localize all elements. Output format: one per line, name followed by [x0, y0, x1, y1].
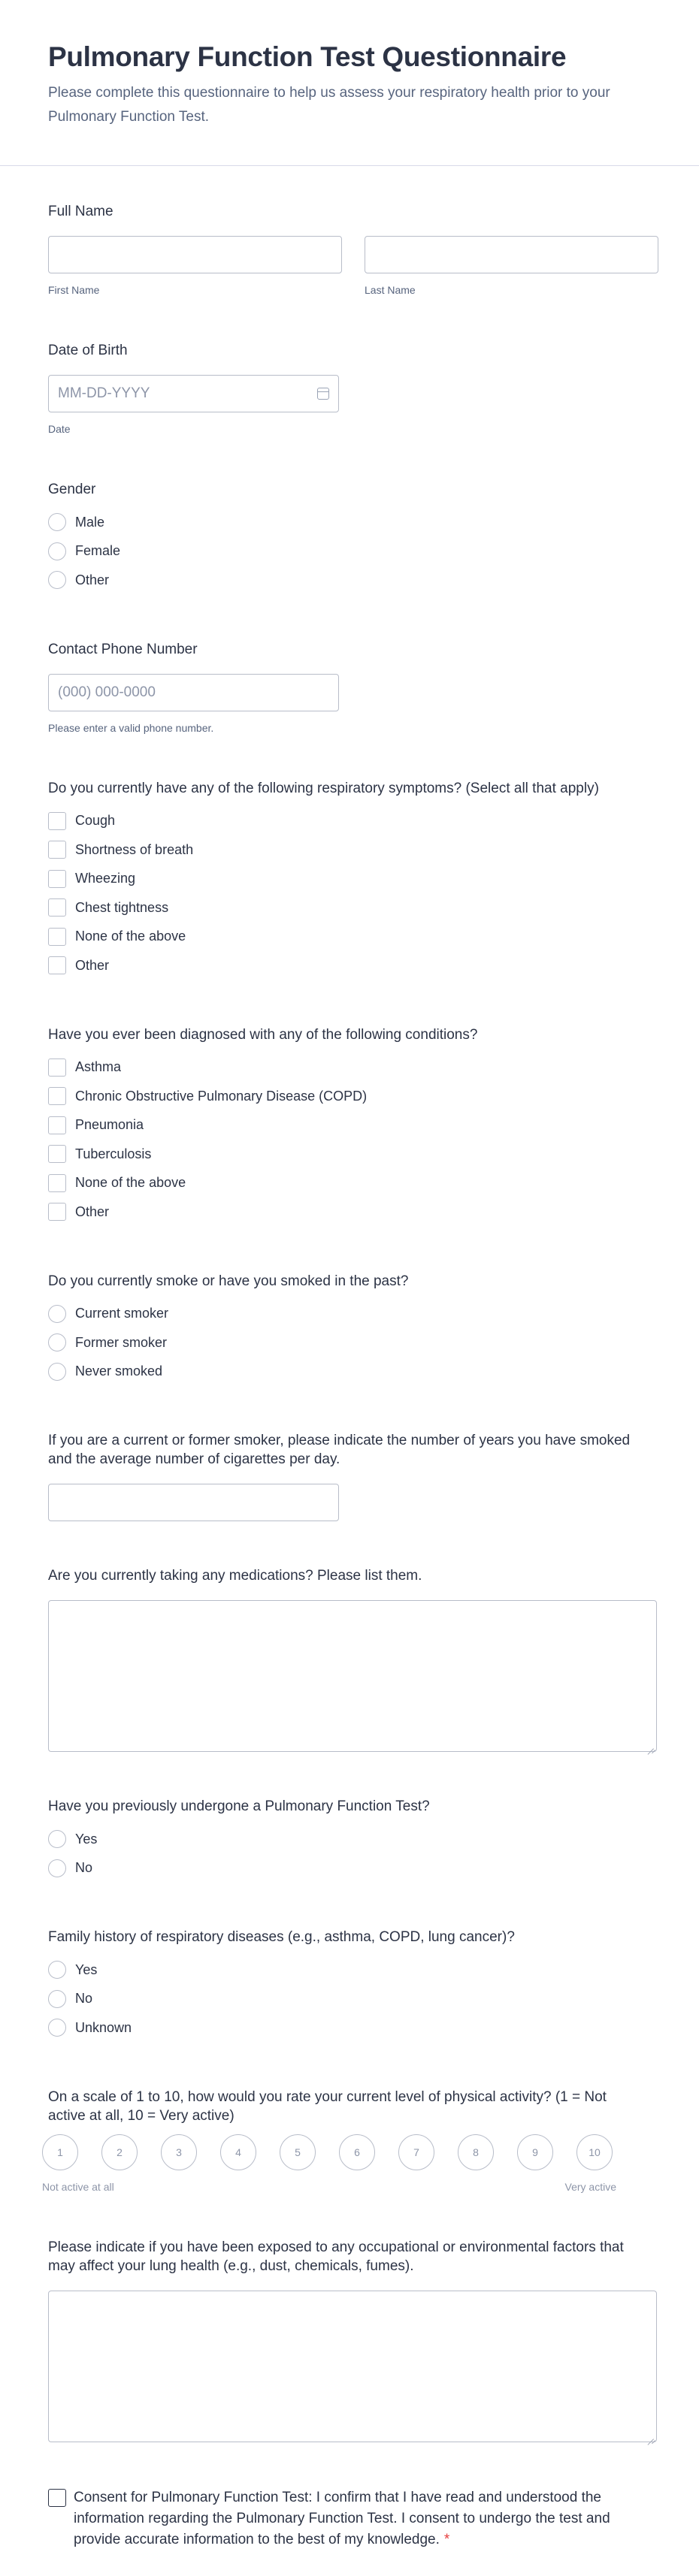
smoking-option[interactable]: [48, 1328, 651, 1357]
dob-field: [48, 341, 651, 435]
phone-label: Contact Phone Number: [48, 641, 198, 657]
family-history-option[interactable]: [48, 1985, 651, 2014]
gender-option[interactable]: [48, 537, 651, 566]
option-label: Other: [75, 1203, 110, 1219]
gender-option[interactable]: [48, 508, 651, 537]
full-name-field: [48, 202, 651, 296]
symptom-option[interactable]: [48, 951, 651, 980]
option-label: No: [75, 1991, 93, 2007]
scale-option-9[interactable]: 9: [517, 2134, 553, 2170]
dob-sublabel: Date: [48, 423, 71, 435]
previous-pft-option[interactable]: [48, 1825, 651, 1854]
scale-option-8[interactable]: 8: [458, 2134, 494, 2170]
radio-button[interactable]: [48, 1333, 66, 1351]
condition-option[interactable]: [48, 1111, 651, 1140]
option-label: Asthma: [75, 1059, 122, 1075]
option-label: Female: [75, 543, 121, 559]
family-history-option[interactable]: [48, 2013, 651, 2043]
full-name-label: Full Name: [48, 204, 113, 219]
resize-handle-icon[interactable]: [646, 2432, 654, 2439]
checkbox[interactable]: [48, 928, 66, 946]
option-label: None of the above: [75, 1175, 186, 1191]
consent-text: Consent for Pulmonary Function Test: I confirm that I have read and understood the information regarding the Pulmonary Function Test. I consent to undergo the test and provide accurate information to the best of my knowledge.: [74, 2489, 610, 2547]
consent-field: [48, 2487, 651, 2550]
option-label: Other: [75, 957, 110, 973]
symptom-option[interactable]: [48, 835, 651, 865]
smoking-years-label: If you are a current or former smoker, please indicate the number of years you have smoked and the average number of cigarettes per day.: [48, 1433, 631, 1467]
scale-option-7[interactable]: 7: [398, 2134, 434, 2170]
scale-option-2[interactable]: 2: [101, 2134, 138, 2170]
smoking-option[interactable]: [48, 1357, 651, 1387]
option-label: Former smoker: [75, 1334, 168, 1350]
required-mark: *: [443, 2531, 450, 2547]
consent-checkbox[interactable]: [48, 2489, 66, 2507]
condition-option[interactable]: [48, 1082, 651, 1111]
checkbox[interactable]: [48, 956, 66, 974]
first-name-input[interactable]: [48, 236, 342, 273]
checkbox[interactable]: [48, 1116, 66, 1134]
name-row: [48, 236, 651, 296]
phone-sublabel: Please enter a valid phone number.: [48, 721, 214, 734]
last-name-sublabel: Last Name: [365, 284, 416, 296]
option-label: Chest tightness: [75, 899, 169, 915]
phone-input[interactable]: [48, 674, 339, 711]
activity-label: On a scale of 1 to 10, how would you rate your current level of physical activity? (1 = Not active at all, 10 = Very active): [48, 2088, 607, 2124]
condition-option[interactable]: [48, 1197, 651, 1227]
exposure-field: [48, 2238, 651, 2442]
symptom-option[interactable]: [48, 807, 651, 836]
option-label: No: [75, 1860, 93, 1876]
previous-pft-option[interactable]: [48, 1854, 651, 1883]
scale-high-label: Very active: [564, 2180, 616, 2193]
last-name-input[interactable]: [365, 236, 658, 273]
activity-scale: [42, 2134, 651, 2170]
activity-field: [42, 2088, 651, 2193]
scale-option-5[interactable]: 5: [280, 2134, 316, 2170]
last-name-col: [365, 236, 658, 296]
dob-placeholder: MM-DD-YYYY: [58, 385, 150, 401]
option-label: Other: [75, 572, 110, 587]
gender-option[interactable]: [48, 566, 651, 595]
symptom-option[interactable]: [48, 893, 651, 923]
phone-field: [48, 640, 651, 734]
previous-pft-label: Have you previously undergone a Pulmonary Function Test?: [48, 1798, 430, 1814]
form-header: [0, 0, 699, 166]
checkbox[interactable]: [48, 870, 66, 888]
first-name-sublabel: First Name: [48, 284, 100, 296]
medications-textarea[interactable]: [48, 1600, 657, 1752]
radio-button[interactable]: [48, 1830, 66, 1848]
option-label: Pneumonia: [75, 1117, 144, 1133]
medications-field: [48, 1566, 651, 1752]
radio-button[interactable]: [48, 571, 66, 589]
exposure-label: Please indicate if you have been exposed to any occupational or environmental factors that may affect your lung health (e.g., dust, chemicals, fumes).: [48, 2239, 624, 2274]
option-label: Wheezing: [75, 871, 136, 886]
form-body: [0, 166, 699, 2550]
calendar-icon[interactable]: [317, 388, 329, 400]
radio-button[interactable]: [48, 1305, 66, 1323]
phone-placeholder: (000) 000-0000: [58, 684, 156, 700]
consent-text-wrap: [74, 2487, 615, 2550]
option-label: Male: [75, 514, 105, 530]
medications-label: Are you currently taking any medications? Please list them.: [48, 1568, 422, 1584]
smoking-years-field: [48, 1431, 651, 1521]
gender-label: Gender: [48, 482, 96, 497]
radio-button[interactable]: [48, 542, 66, 560]
form-subtitle: Please complete this questionnaire to help us assess your respiratory health prior to your Pulmonary Function Test.: [48, 85, 610, 125]
radio-button[interactable]: [48, 1990, 66, 2008]
radio-button[interactable]: [48, 2019, 66, 2037]
resize-handle-icon[interactable]: [646, 1741, 654, 1749]
smoking-option[interactable]: [48, 1300, 651, 1329]
option-label: Unknown: [75, 2019, 132, 2035]
option-label: Yes: [75, 1831, 98, 1847]
first-name-col: [48, 236, 342, 296]
radio-button[interactable]: [48, 1961, 66, 1979]
family-history-field: [48, 1928, 651, 2043]
scale-option-10[interactable]: 10: [576, 2134, 613, 2170]
scale-option-1[interactable]: 1: [42, 2134, 78, 2170]
radio-button[interactable]: [48, 1859, 66, 1877]
scale-option-3[interactable]: 3: [161, 2134, 197, 2170]
scale-labels: [42, 2181, 616, 2193]
checkbox[interactable]: [48, 1203, 66, 1221]
option-label: Cough: [75, 813, 116, 829]
smoking-field: [48, 1272, 651, 1387]
scale-low-label: Not active at all: [42, 2180, 114, 2193]
option-label: Never smoked: [75, 1363, 163, 1379]
checkbox[interactable]: [48, 841, 66, 859]
smoking-label: Do you currently smoke or have you smoked in the past?: [48, 1273, 409, 1289]
checkbox[interactable]: [48, 898, 66, 917]
family-history-label: Family history of respiratory diseases (e.g., asthma, COPD, lung cancer)?: [48, 1929, 515, 1945]
checkbox[interactable]: [48, 1058, 66, 1077]
option-label: Chronic Obstructive Pulmonary Disease (COPD): [75, 1088, 368, 1104]
symptom-option[interactable]: [48, 865, 651, 894]
previous-pft-field: [48, 1797, 651, 1883]
checkbox[interactable]: [48, 1087, 66, 1105]
radio-button[interactable]: [48, 1363, 66, 1381]
condition-option[interactable]: [48, 1053, 651, 1083]
symptoms-label: Do you currently have any of the following respiratory symptoms? (Select all that apply): [48, 780, 599, 796]
option-label: Shortness of breath: [75, 841, 194, 857]
conditions-field: [48, 1025, 651, 1227]
radio-button[interactable]: [48, 513, 66, 531]
exposure-textarea[interactable]: [48, 2291, 657, 2442]
consent-row[interactable]: [48, 2487, 651, 2550]
condition-option[interactable]: [48, 1140, 651, 1169]
symptoms-field: [48, 779, 651, 980]
checkbox[interactable]: [48, 812, 66, 830]
form-title: Pulmonary Function Test Questionnaire: [48, 41, 567, 72]
symptom-option[interactable]: [48, 923, 651, 952]
scale-option-4[interactable]: 4: [220, 2134, 256, 2170]
option-label: Tuberculosis: [75, 1146, 152, 1161]
option-label: Yes: [75, 1961, 98, 1977]
gender-field: [48, 480, 651, 595]
smoking-years-input[interactable]: [48, 1484, 339, 1521]
scale-option-6[interactable]: 6: [339, 2134, 375, 2170]
conditions-label: Have you ever been diagnosed with any of the following conditions?: [48, 1026, 478, 1043]
family-history-option[interactable]: [48, 1955, 651, 1985]
option-label: Current smoker: [75, 1306, 169, 1321]
option-label: None of the above: [75, 929, 186, 944]
checkbox[interactable]: [48, 1145, 66, 1163]
condition-option[interactable]: [48, 1169, 651, 1198]
dob-label: Date of Birth: [48, 343, 128, 358]
dob-input[interactable]: [48, 375, 339, 412]
checkbox[interactable]: [48, 1174, 66, 1192]
